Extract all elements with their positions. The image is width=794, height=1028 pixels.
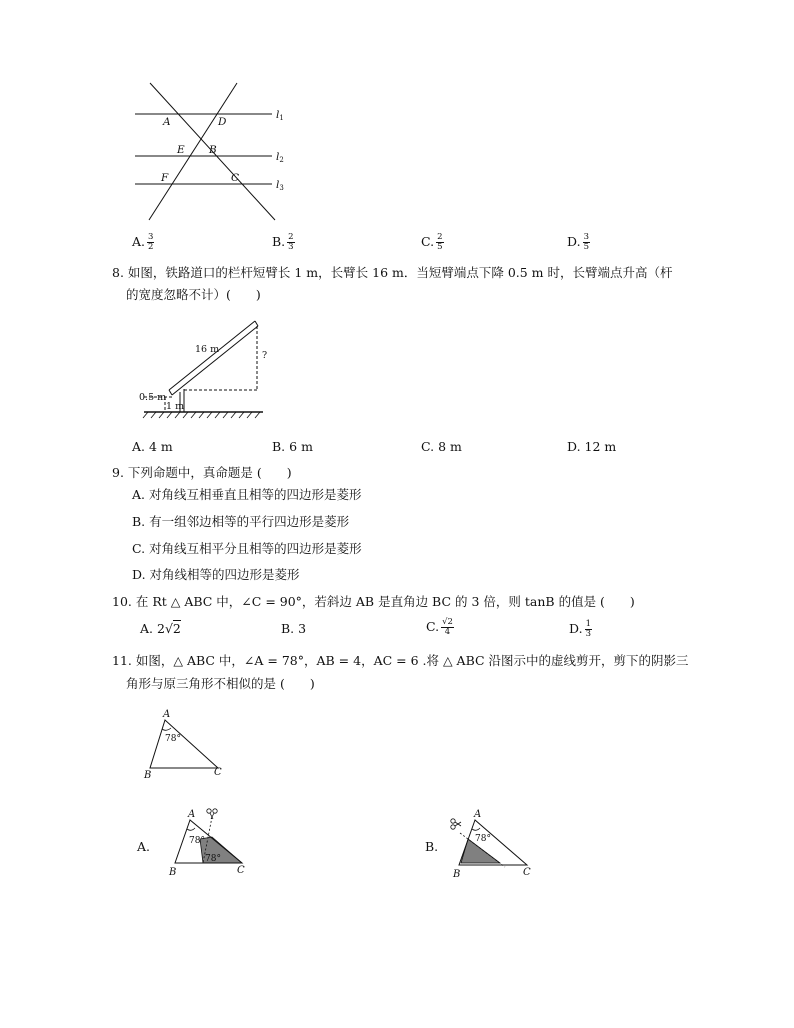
label-l3: l3 <box>276 179 284 192</box>
q11-option-a-label[interactable]: A. <box>137 839 151 854</box>
q10-stem: 10. 在 Rt △ ABC 中，∠C = 90°，若斜边 AB 是直角边 BC 的 3 倍，则 tanB 的值是 ( ) <box>112 594 635 609</box>
long-arm-label: 16 m <box>195 344 220 355</box>
scissors-icon <box>451 819 461 829</box>
q11-option-b-figure[interactable] <box>445 805 540 880</box>
q10-option-b[interactable]: B. 3 <box>281 621 307 636</box>
q11-option-b-label[interactable]: B. <box>425 839 439 854</box>
angle-a-arc <box>162 728 171 730</box>
drop-label: 0.5 m <box>139 392 167 403</box>
q9-option-b[interactable]: B. 有一组邻边相等的平行四边形是菱形 <box>132 514 350 529</box>
q11-option-a-figure[interactable] <box>165 805 255 880</box>
angle-label: 78° <box>475 834 491 844</box>
q10-option-d[interactable]: D. $\frac{1}{3}$ <box>569 619 591 639</box>
angle-a-arc <box>472 828 480 830</box>
vertex-a: A <box>188 809 196 820</box>
q7-option-c[interactable]: C. $\frac{2}{5}$ <box>421 232 443 252</box>
barrier-arm-end <box>255 321 258 326</box>
barrier-arm-start <box>169 390 172 395</box>
q10-option-c[interactable]: C. $\frac{√2}{4}$ <box>426 617 453 637</box>
q7-parallel-lines-figure <box>125 80 300 225</box>
scissors-icon <box>207 809 217 819</box>
angle-a-arc <box>187 828 195 830</box>
q8-stem-line2: 的宽度忽略不计）( ) <box>126 287 261 302</box>
q9-option-c[interactable]: C. 对角线互相平分且相等的四边形是菱形 <box>132 541 362 556</box>
angle-label-2: 78° <box>205 854 221 864</box>
q10-option-a[interactable]: A. 2√2 <box>140 621 181 636</box>
triangle-abc <box>150 720 218 768</box>
vertex-a: A <box>474 809 482 820</box>
ground-hatching <box>143 412 260 418</box>
q8-option-c[interactable]: C. 8 m <box>421 439 462 454</box>
barrier-arm-top <box>169 321 255 390</box>
label-a: A <box>163 116 171 128</box>
q11-main-triangle-figure <box>140 705 230 780</box>
transversal-df <box>149 83 240 220</box>
barrier-arm-bottom <box>172 326 258 395</box>
vertex-c: C <box>523 867 531 878</box>
label-l1: l1 <box>276 109 284 122</box>
angle-label-1: 78° <box>189 836 205 846</box>
q8-stem-line1: 8. 如图，铁路道口的栏杆短臂长 1 m，长臂长 16 m．当短臂端点下降 0.5 m 时，长臂端点升高（杆 <box>112 265 673 280</box>
label-c: C <box>231 172 240 184</box>
vertex-a: A <box>163 709 171 720</box>
q8-railway-barrier-figure <box>136 312 271 424</box>
vertex-b: B <box>144 770 152 780</box>
q8-option-d[interactable]: D. 12 m <box>567 439 617 454</box>
q9-stem: 9. 下列命题中，真命题是 ( ) <box>112 465 292 480</box>
label-e: E <box>177 144 185 156</box>
label-f: F <box>161 172 169 184</box>
angle-label: 78° <box>165 734 181 744</box>
vertex-c: C <box>214 767 222 778</box>
label-b: B <box>209 144 217 156</box>
vertex-c: C <box>237 865 245 876</box>
label-d: D <box>218 116 227 128</box>
q7-option-b[interactable]: B. $\frac{2}{3}$ <box>272 232 294 252</box>
q9-option-d[interactable]: D. 对角线相等的四边形是菱形 <box>132 567 300 582</box>
q7-option-d[interactable]: D. $\frac{3}{5}$ <box>567 232 589 252</box>
q11-stem-line1: 11. 如图，△ ABC 中，∠A = 78°，AB = 4，AC = 6 .将 △ ABC 沿图示中的虚线剪开，剪下的阴影三 <box>112 653 689 668</box>
vertex-b: B <box>453 869 461 880</box>
q11-stem-line2: 角形与原三角形不相似的是 ( ) <box>126 676 315 691</box>
q7-option-a[interactable]: A. $\frac{3}{2}$ <box>132 232 154 252</box>
q9-option-a[interactable]: A. 对角线互相垂直且相等的四边形是菱形 <box>132 487 362 502</box>
q8-option-b[interactable]: B. 6 m <box>272 439 313 454</box>
sqrt-symbol: √ <box>442 617 448 627</box>
q8-option-a[interactable]: A. 4 m <box>132 439 173 454</box>
label-l2: l2 <box>276 151 284 164</box>
unknown-label: ? <box>262 350 268 361</box>
vertex-b: B <box>169 867 177 878</box>
sqrt-symbol: √ <box>164 621 173 636</box>
short-arm-label: 1 m <box>166 401 185 412</box>
